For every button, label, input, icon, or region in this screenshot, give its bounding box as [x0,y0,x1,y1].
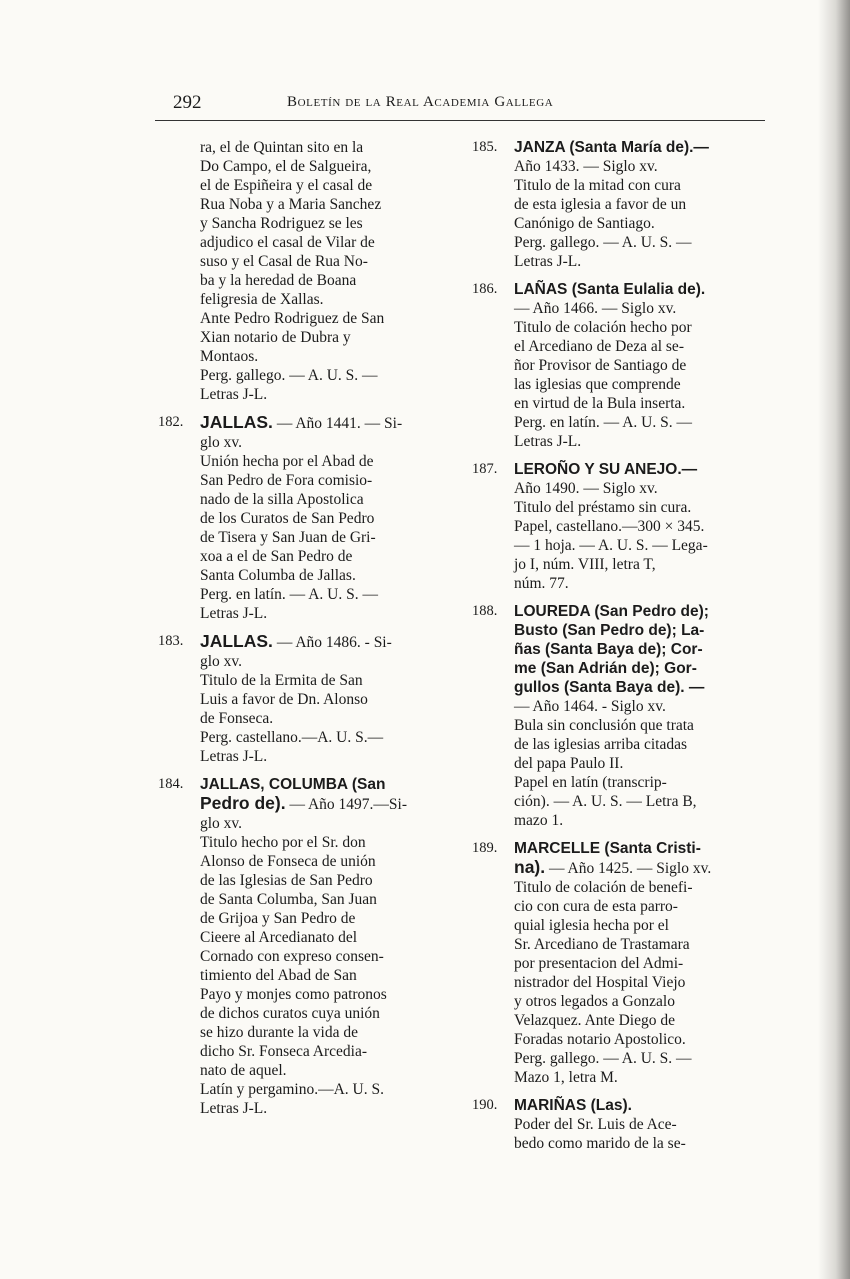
text-line: Perg. en latín. — A. U. S. — [200,586,378,603]
text-line: ra, el de Quintan sito en la [200,139,364,156]
text-line: y otros legados a Gonzalo [514,993,675,1010]
entry-number: 182. [158,414,184,430]
text-line: Letras J-L. [200,1100,268,1117]
text-line: suso y el Casal de Rua No- [200,253,368,270]
text-line: Poder del Sr. Luis de Ace- [514,1116,677,1133]
text-line: Foradas notario Apostolico. [514,1031,686,1048]
text-line: núm. 77. [514,575,569,592]
page-number: 292 [173,92,202,113]
text-line: Alonso de Fonseca de unión [200,853,376,870]
entry-186 [472,280,730,451]
entry-heading: Busto (San Pedro de); La- [514,622,705,639]
text-line: de Tisera y San Juan de Gri- [200,529,376,546]
text-line: Perg. en latín. — A. U. S. — [514,414,692,431]
entry-heading: na). [514,857,546,877]
text-line: las iglesias que comprende [514,376,681,393]
page-header [173,92,633,120]
running-title: Boletín de la Real Academia Gallega [287,94,554,110]
text-line: Velazquez. Ante Diego de [514,1012,675,1029]
text-line: Perg. castellano.—A. U. S.— [200,729,384,746]
text-line: timiento del Abad de San [200,967,357,984]
text-line: San Pedro de Fora comisio- [200,472,373,489]
text-line: quial iglesia hecha por el [514,917,669,934]
entry-number: 184. [158,776,184,792]
entry-heading: me (San Adrián de); Gor- [514,660,697,677]
entry-188 [472,602,730,830]
entry-heading: MARIÑAS (Las). [514,1097,632,1114]
text-line: xoa a el de San Pedro de [200,548,353,565]
entry-heading: JALLAS. [200,631,273,651]
text-line: Mazo 1, letra M. [514,1069,618,1086]
text-line: Payo y monjes como patronos [200,986,387,1003]
text-line: el de Espiñeira y el casal de [200,177,373,194]
text-line: el Arcediano de Deza al se- [514,338,684,355]
text-line: Papel en latín (transcrip- [514,774,667,791]
text-line: ción). — A. U. S. — Letra B, [514,793,697,810]
text-line: Cieere al Arcedianato del [200,929,358,946]
continuation-text [158,138,416,404]
text-line: Unión hecha por el Abad de [200,453,374,470]
text-line: Santa Columba de Jallas. [200,567,356,584]
text-line: Latín y pergamino.—A. U. S. [200,1081,384,1098]
text-line: bedo como marido de la se- [514,1135,686,1152]
text-line: Titulo hecho por el Sr. don [200,834,366,851]
text-line: nistrador del Hospital Viejo [514,974,686,991]
text-line: Do Campo, el de Salgueira, [200,158,372,175]
text-line: glo xv. [200,434,243,451]
entry-187 [472,460,730,593]
entry-number: 185. [472,139,498,155]
left-column [158,138,416,1127]
text-line: adjudico el casal de Vilar de [200,234,375,251]
text-line: Bula sin conclusión que trata [514,717,694,734]
entry-heading: JALLAS. [200,412,273,432]
text-line: Cornado con expreso consen- [200,948,384,965]
page-edge-shadow [818,0,850,1279]
text-line: Luis a favor de Dn. Alonso [200,691,368,708]
text-line: Perg. gallego. — A. U. S. — [514,234,692,251]
text-line: nato de aquel. [200,1062,287,1079]
text-line: Año 1433. — Siglo xv. [514,158,658,175]
text-line: en virtud de la Bula inserta. [514,395,686,412]
entry-183 [158,632,416,766]
text-line: del papa Paulo II. [514,755,624,772]
entry-189 [472,839,730,1087]
text-line: por presentacion del Admi- [514,955,684,972]
text-line: Rua Noba y a Maria Sanchez [200,196,382,213]
text-line: jo I, núm. VIII, letra T, [514,556,656,573]
text-line: — Año 1464. - Siglo xv. [514,698,666,715]
text-line: — Año 1425. — Siglo xv. [545,860,712,877]
text-line: Letras J-L. [514,433,582,450]
text-line: Año 1490. — Siglo xv. [514,480,658,497]
right-column [472,138,730,1162]
text-line: de esta iglesia a favor de un [514,196,687,213]
text-line: Perg. gallego. — A. U. S. — [200,367,378,384]
text-line: Ante Pedro Rodriguez de San [200,310,385,327]
entry-heading: Pedro de). [200,793,286,813]
entry-heading: JALLAS, COLUMBA (San [200,776,386,793]
text-line: Montaos. [200,348,259,365]
text-line: Papel, castellano.—300 × 345. [514,518,705,535]
entry-heading: LEROÑO Y SU ANEJO.— [514,461,698,478]
entry-heading: gullos (Santa Baya de). — [514,679,705,696]
text-line: — Año 1441. — Si- [272,415,403,432]
text-line: Canónigo de Santiago. [514,215,655,232]
entry-number: 186. [472,281,498,297]
entry-heading: JANZA (Santa María de).— [514,139,709,156]
text-line: Sr. Arcediano de Trastamara [514,936,690,953]
text-line: de Santa Columba, San Juan [200,891,377,908]
text-line: de Fonseca. [200,710,274,727]
text-line: de Grijoa y San Pedro de [200,910,356,927]
text-line: Titulo de colación de benefi- [514,879,693,896]
text-line: Titulo de la mitad con cura [514,177,681,194]
text-line: Letras J-L. [514,253,582,270]
entry-182 [158,413,416,623]
text-line: ñor Provisor de Santiago de [514,357,687,374]
entry-heading: LAÑAS (Santa Eulalia de). [514,281,706,298]
text-line: de las iglesias arriba citadas [514,736,688,753]
text-line: de los Curatos de San Pedro [200,510,375,527]
text-line: Titulo de la Ermita de San [200,672,363,689]
text-line: cio con cura de esta parro- [514,898,678,915]
entry-number: 188. [472,603,498,619]
text-line: ba y la heredad de Boana [200,272,357,289]
text-line: — Año 1486. - Si- [272,634,392,651]
text-line: Titulo de colación hecho por [514,319,692,336]
entry-184 [158,775,416,1118]
text-line: Xian notario de Dubra y [200,329,351,346]
entry-185 [472,138,730,271]
entry-heading: MARCELLE (Santa Cristi- [514,840,701,857]
text-line: glo xv. [200,653,243,670]
entry-number: 183. [158,633,184,649]
text-line: Letras J-L. [200,386,268,403]
text-line: mazo 1. [514,812,564,829]
entry-number: 189. [472,840,498,856]
entry-heading: LOUREDA (San Pedro de); [514,603,709,620]
entry-number: 190. [472,1097,498,1113]
entry-heading: ñas (Santa Baya de); Cor- [514,641,703,658]
entry-number: 187. [472,461,498,477]
entry-190 [472,1096,730,1153]
text-line: glo xv. [200,815,243,832]
text-line: Titulo del préstamo sin cura. [514,499,692,516]
text-line: Letras J-L. [200,605,268,622]
text-line: dicho Sr. Fonseca Arcedia- [200,1043,368,1060]
text-line: — Año 1466. — Siglo xv. [514,300,677,317]
text-line: — 1 hoja. — A. U. S. — Lega- [514,537,708,554]
text-line: de dichos curatos cuya unión [200,1005,380,1022]
text-line: nado de la silla Apostolica [200,491,364,508]
header-rule [155,120,765,121]
text-line: feligresia de Xallas. [200,291,324,308]
text-line: — Año 1497.—Si- [285,796,408,813]
text-line: se hizo durante la vida de [200,1024,358,1041]
text-line: Perg. gallego. — A. U. S. — [514,1050,692,1067]
text-line: y Sancha Rodriguez se les [200,215,363,232]
text-line: de las Iglesias de San Pedro [200,872,373,889]
text-line: Letras J-L. [200,748,268,765]
